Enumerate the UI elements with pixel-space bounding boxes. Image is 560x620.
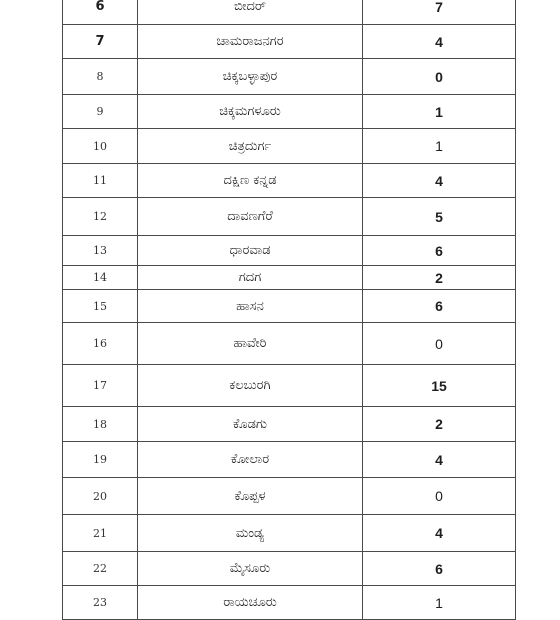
serial-number: 11 bbox=[63, 164, 138, 198]
table-row bbox=[63, 198, 516, 236]
district-name: ಹಾಸನ bbox=[138, 290, 363, 323]
table-row bbox=[63, 586, 516, 620]
serial-number: 12 bbox=[63, 198, 138, 236]
count-value: 2 bbox=[363, 407, 516, 442]
serial-number: 15 bbox=[63, 290, 138, 323]
serial-number: 8 bbox=[63, 59, 138, 95]
serial-number: 9 bbox=[63, 95, 138, 129]
serial-number: 19 bbox=[63, 442, 138, 478]
count-value: 0 bbox=[363, 59, 516, 95]
count-value: 2 bbox=[363, 266, 516, 290]
table-row bbox=[63, 442, 516, 478]
serial-number: 10 bbox=[63, 129, 138, 164]
table-row bbox=[63, 0, 516, 25]
district-name: ಧಾರವಾಡ bbox=[138, 236, 363, 266]
table-row bbox=[63, 25, 516, 59]
table-row bbox=[63, 129, 516, 164]
district-name: ದಕ್ಷಿಣ ಕನ್ನಡ bbox=[138, 164, 363, 198]
serial-number: 18 bbox=[63, 407, 138, 442]
district-name: ಕಲಬುರಗಿ bbox=[138, 365, 363, 407]
table-row bbox=[63, 236, 516, 266]
count-value: 4 bbox=[363, 164, 516, 198]
count-value: 4 bbox=[363, 442, 516, 478]
serial-number: 16 bbox=[63, 323, 138, 365]
count-value: 0 bbox=[363, 478, 516, 515]
district-name: ಮೈಸೂರು bbox=[138, 552, 363, 586]
serial-number: 17 bbox=[63, 365, 138, 407]
district-name: ಹಾವೇರಿ bbox=[138, 323, 363, 365]
table-row bbox=[63, 515, 516, 552]
table-row bbox=[63, 365, 516, 407]
district-name: ಕೊಡಗು bbox=[138, 407, 363, 442]
table-body bbox=[63, 0, 516, 620]
table-row bbox=[63, 59, 516, 95]
district-name: ಚಿತ್ರದುರ್ಗ bbox=[138, 129, 363, 164]
table-row bbox=[63, 290, 516, 323]
count-value: 1 bbox=[363, 129, 516, 164]
count-value: 6 bbox=[363, 290, 516, 323]
district-name: ರಾಯಚೂರು bbox=[138, 586, 363, 620]
table-row bbox=[63, 552, 516, 586]
count-value: 6 bbox=[363, 236, 516, 266]
district-name: ಕೊಪ್ಪಳ bbox=[138, 478, 363, 515]
count-value: 0 bbox=[363, 323, 516, 365]
district-name: ಚಾಮರಾಜನಗರ bbox=[138, 25, 363, 59]
serial-number: 13 bbox=[63, 236, 138, 266]
district-name: ದಾವಣಗೆರೆ bbox=[138, 198, 363, 236]
district-name: ಬೀದರ್ bbox=[138, 0, 363, 25]
count-value: 1 bbox=[363, 586, 516, 620]
table-row bbox=[63, 478, 516, 515]
table-row bbox=[63, 407, 516, 442]
district-name: ಚಿಕ್ಕಬಳ್ಳಾಪುರ bbox=[138, 59, 363, 95]
district-name: ಗದಗ bbox=[138, 266, 363, 290]
serial-number: 20 bbox=[63, 478, 138, 515]
serial-number: 22 bbox=[63, 552, 138, 586]
count-value: 6 bbox=[363, 552, 516, 586]
serial-number: 6 bbox=[63, 0, 138, 25]
serial-number: 7 bbox=[63, 25, 138, 59]
count-value: 15 bbox=[363, 365, 516, 407]
count-value: 4 bbox=[363, 515, 516, 552]
table-row bbox=[63, 95, 516, 129]
serial-number: 21 bbox=[63, 515, 138, 552]
count-value: 4 bbox=[363, 25, 516, 59]
count-value: 1 bbox=[363, 95, 516, 129]
serial-number: 23 bbox=[63, 586, 138, 620]
district-name: ಚಿಕ್ಕಮಗಳೂರು bbox=[138, 95, 363, 129]
count-value: 7 bbox=[363, 0, 516, 25]
table-row bbox=[63, 164, 516, 198]
district-count-table bbox=[62, 0, 516, 620]
table-row bbox=[63, 323, 516, 365]
district-name: ಕೋಲಾರ bbox=[138, 442, 363, 478]
count-value: 5 bbox=[363, 198, 516, 236]
table-row bbox=[63, 266, 516, 290]
serial-number: 14 bbox=[63, 266, 138, 290]
district-name: ಮಂಡ್ಯ bbox=[138, 515, 363, 552]
